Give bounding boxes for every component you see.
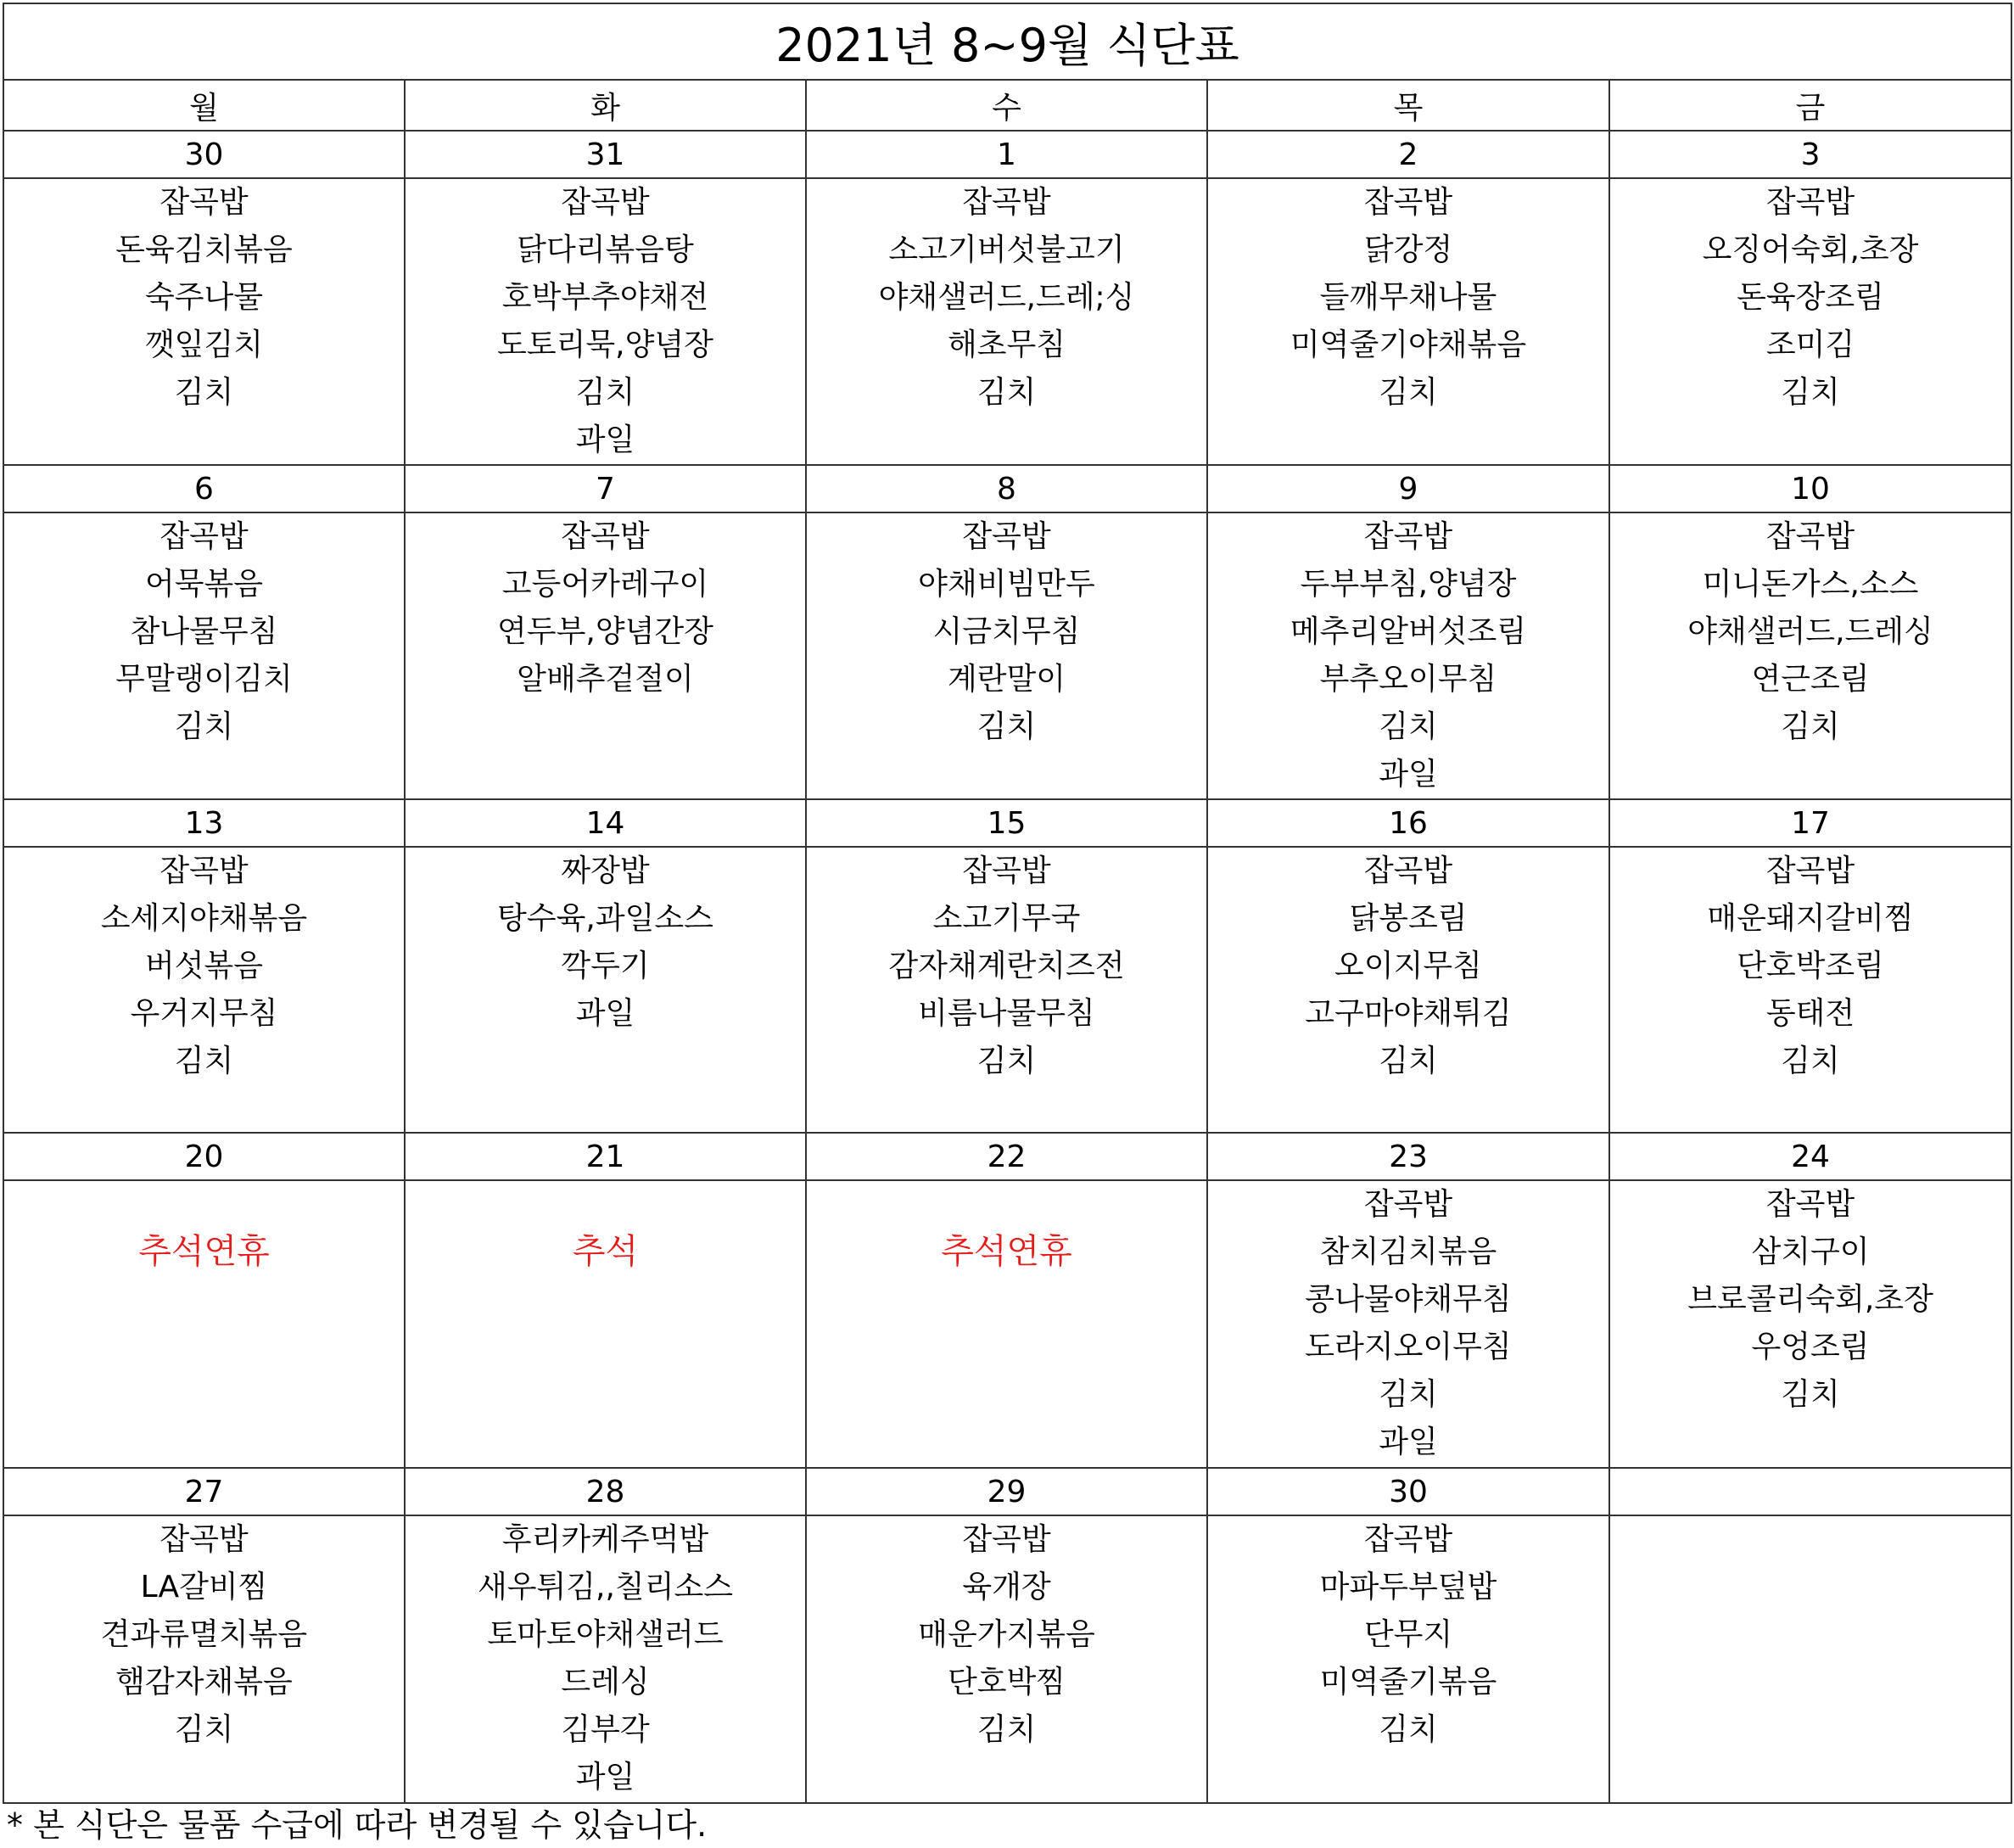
menu-item: 잡곡밥 [159, 519, 249, 554]
date-row [3, 465, 2011, 512]
menu-item: 과일 [575, 1760, 635, 1795]
menu-item: 야채비빔만두 [918, 567, 1095, 602]
date-cell: 23 [1207, 1133, 1609, 1180]
menu-cell [405, 1180, 806, 1468]
menu-cell [1609, 1180, 2011, 1468]
menu-item: 마파두부덮밥 [1319, 1570, 1497, 1604]
menu-row [3, 178, 2011, 465]
date-cell: 24 [1609, 1133, 2011, 1180]
menu-row [3, 512, 2011, 799]
menu-cell [3, 512, 405, 799]
weekday-mon: 월 [3, 80, 405, 131]
weekday-tue: 화 [405, 80, 806, 131]
menu-item: 김치 [1781, 375, 1840, 410]
menu-item: 잡곡밥 [1363, 854, 1453, 888]
weekday-thu: 목 [1207, 80, 1609, 131]
menu-item: 참치김치볶음 [1319, 1235, 1497, 1269]
menu-item: 도라지오이무침 [1305, 1330, 1512, 1364]
menu-item: 단무지 [1363, 1617, 1453, 1652]
menu-row [3, 1515, 2011, 1803]
menu-item: 시금치무침 [932, 614, 1081, 649]
menu-item: 잡곡밥 [1765, 1187, 1855, 1222]
date-cell: 20 [3, 1133, 405, 1180]
menu-cell [1207, 178, 1609, 465]
menu-item: 닭강정 [1363, 232, 1453, 267]
menu-item: 부추오이무침 [1319, 662, 1497, 697]
menu-item: 김치 [174, 1044, 234, 1078]
menu-item: 새우튀김,,칠리소스 [477, 1570, 734, 1604]
menu-item: LA갈비찜 [140, 1570, 268, 1604]
menu-item: 김치 [976, 375, 1037, 410]
menu-item: 도토리묵,양념장 [497, 328, 713, 362]
menu-cell [405, 847, 806, 1133]
menu-item: 육개장 [962, 1570, 1051, 1604]
date-cell: 30 [1207, 1468, 1609, 1515]
menu-cell [1207, 847, 1609, 1133]
menu-item: 깻잎김치 [144, 328, 264, 362]
menu-item: 고구마야채튀김 [1305, 996, 1512, 1031]
menu-cell [1609, 512, 2011, 799]
date-cell: 14 [405, 799, 806, 847]
menu-item: 우엉조림 [1751, 1330, 1870, 1364]
menu-item: 토마토야채샐러드 [487, 1617, 724, 1652]
menu-item: 과일 [575, 996, 635, 1031]
date-cell: 28 [405, 1468, 806, 1515]
menu-item: 소고기무국 [932, 901, 1081, 936]
menu-item: 알배추겉절이 [517, 662, 694, 697]
menu-cell [3, 1180, 405, 1468]
menu-item: 잡곡밥 [159, 854, 249, 888]
menu-cell [3, 1515, 405, 1803]
menu-item: 야채샐러드,드레;싱 [878, 280, 1135, 315]
menu-cell [1609, 178, 2011, 465]
menu-cell [806, 1515, 1207, 1803]
date-cell [1609, 1468, 2011, 1515]
menu-item: 매운가지볶음 [918, 1617, 1095, 1652]
menu-item: 잡곡밥 [1363, 185, 1453, 220]
date-cell: 6 [3, 465, 405, 512]
date-cell: 9 [1207, 465, 1609, 512]
menu-item: 깍두기 [561, 949, 650, 983]
menu-cell [3, 847, 405, 1133]
menu-item: 김치 [976, 709, 1037, 744]
menu-item: 잡곡밥 [1363, 1187, 1453, 1222]
weekday-wed: 수 [806, 80, 1207, 131]
date-cell: 27 [3, 1468, 405, 1515]
menu-item: 참나물무침 [130, 614, 278, 649]
menu-item: 김치 [174, 709, 234, 744]
date-row [3, 799, 2011, 847]
holiday-label: 추석연휴 [138, 1232, 270, 1271]
menu-item: 미역줄기볶음 [1319, 1665, 1497, 1700]
date-cell: 31 [405, 131, 806, 178]
menu-item: 돈육장조림 [1737, 280, 1884, 315]
menu-item: 브로콜리숙회,초장 [1687, 1282, 1933, 1317]
menu-item: 견과류멸치볶음 [100, 1617, 308, 1652]
date-cell: 29 [806, 1468, 1207, 1515]
menu-row [3, 1180, 2011, 1468]
weekday-fri: 금 [1609, 80, 2011, 131]
menu-item: 과일 [1379, 1425, 1438, 1459]
menu-item: 들깨무채나물 [1319, 280, 1497, 315]
menu-item: 연두부,양념간장 [497, 614, 713, 649]
menu-sheet [3, 3, 2011, 1804]
menu-item: 김치 [1379, 1044, 1438, 1078]
menu-cell [1609, 1515, 2011, 1803]
menu-item: 김치 [1379, 375, 1438, 410]
menu-item: 김치 [976, 1044, 1037, 1078]
menu-cell [806, 1180, 1207, 1468]
menu-item: 김부각 [561, 1712, 650, 1747]
menu-item: 잡곡밥 [561, 519, 650, 554]
menu-cell [405, 1515, 806, 1803]
date-cell: 1 [806, 131, 1207, 178]
menu-item: 김치 [1781, 1377, 1840, 1412]
holiday-label: 추석연휴 [941, 1232, 1072, 1271]
menu-item: 햄감자채볶음 [115, 1665, 293, 1700]
date-cell: 3 [1609, 131, 2011, 178]
date-cell: 15 [806, 799, 1207, 847]
menu-item: 두부부침,양념장 [1300, 567, 1517, 602]
menu-item: 닭다리볶음탕 [517, 232, 694, 267]
date-cell: 2 [1207, 131, 1609, 178]
menu-item: 김치 [976, 1712, 1037, 1747]
menu-item: 무말랭이김치 [115, 662, 293, 697]
date-cell: 21 [405, 1133, 806, 1180]
date-cell: 30 [3, 131, 405, 178]
menu-item: 닭봉조림 [1349, 901, 1468, 936]
menu-item: 고등어카레구이 [501, 567, 709, 602]
menu-item: 우거지무침 [130, 996, 278, 1031]
date-row [3, 1133, 2011, 1180]
menu-cell [806, 178, 1207, 465]
menu-item: 숙주나물 [144, 280, 264, 315]
menu-item: 동태전 [1765, 996, 1855, 1031]
date-cell: 16 [1207, 799, 1609, 847]
menu-cell [1207, 1515, 1609, 1803]
menu-cell [806, 512, 1207, 799]
menu-cell [3, 178, 405, 465]
menu-item: 오이지무침 [1334, 949, 1482, 983]
menu-item: 과일 [1379, 757, 1438, 792]
menu-item: 해초무침 [947, 328, 1066, 362]
date-cell: 7 [405, 465, 806, 512]
menu-item: 잡곡밥 [962, 854, 1051, 888]
menu-item: 버섯볶음 [144, 949, 264, 983]
menu-item: 야채샐러드,드레싱 [1687, 614, 1933, 649]
menu-item: 김치 [1379, 1712, 1438, 1747]
menu-item: 삼치구이 [1751, 1235, 1870, 1269]
menu-item: 미역줄기야채볶음 [1290, 328, 1527, 362]
menu-item: 비름나물무침 [918, 996, 1095, 1031]
menu-item: 콩나물야채무침 [1305, 1282, 1512, 1317]
footnote: * 본 식단은 물품 수급에 따라 변경될 수 있습니다. [7, 1806, 708, 1844]
menu-item: 후리카케주먹밥 [501, 1522, 709, 1557]
menu-item: 김치 [1379, 1377, 1438, 1412]
menu-cell [405, 178, 806, 465]
date-cell: 22 [806, 1133, 1207, 1180]
menu-item: 잡곡밥 [962, 185, 1051, 220]
menu-item: 조미김 [1765, 328, 1855, 362]
menu-item: 잡곡밥 [159, 185, 249, 220]
holiday-label: 추석 [572, 1232, 639, 1271]
menu-item: 드레싱 [561, 1665, 650, 1700]
menu-item: 감자채계란치즈전 [888, 949, 1125, 983]
menu-item: 김치 [575, 375, 635, 410]
menu-item: 김치 [1781, 1044, 1840, 1078]
menu-item: 탕수육,과일소스 [497, 901, 713, 936]
menu-item: 짜장밥 [561, 854, 650, 888]
menu-row [3, 847, 2011, 1133]
date-cell: 10 [1609, 465, 2011, 512]
menu-item: 김치 [174, 1712, 234, 1747]
menu-item: 잡곡밥 [962, 519, 1051, 554]
menu-cell [405, 512, 806, 799]
menu-item: 잡곡밥 [159, 1522, 249, 1557]
menu-item: 계란말이 [947, 662, 1066, 697]
menu-item: 과일 [575, 423, 635, 457]
menu-item: 소고기버섯불고기 [888, 232, 1125, 267]
date-row [3, 1468, 2011, 1515]
menu-item: 잡곡밥 [1363, 1522, 1453, 1557]
menu-item: 잡곡밥 [962, 1522, 1051, 1557]
menu-item: 메추리알버섯조림 [1290, 614, 1527, 649]
date-cell: 17 [1609, 799, 2011, 847]
menu-item: 미니돈가스,소스 [1702, 567, 1919, 602]
date-cell: 8 [806, 465, 1207, 512]
menu-item: 잡곡밥 [1363, 519, 1453, 554]
menu-item: 단호박조림 [1737, 949, 1884, 983]
menu-item: 김치 [1781, 709, 1840, 744]
menu-item: 단호박찜 [947, 1665, 1066, 1700]
menu-item: 오징어숙회,초장 [1702, 232, 1919, 267]
menu-item: 김치 [1379, 709, 1438, 744]
menu-item: 매운돼지갈비찜 [1707, 901, 1914, 936]
menu-cell [1609, 847, 2011, 1133]
menu-item: 돈육김치볶음 [115, 232, 293, 267]
menu-table [3, 3, 2012, 1804]
date-cell: 13 [3, 799, 405, 847]
weekday-header-row [3, 80, 2011, 131]
menu-item: 어묵볶음 [144, 567, 264, 602]
menu-cell [1207, 1180, 1609, 1468]
menu-item: 잡곡밥 [1765, 185, 1855, 220]
menu-item: 호박부추야채전 [501, 280, 709, 315]
menu-cell [806, 847, 1207, 1133]
menu-item: 소세지야채볶음 [100, 901, 308, 936]
menu-item: 잡곡밥 [1765, 854, 1855, 888]
menu-cell [1207, 512, 1609, 799]
page-title: 2021년 8~9월 식단표 [3, 3, 2011, 80]
menu-item: 잡곡밥 [561, 185, 650, 220]
menu-item: 잡곡밥 [1765, 519, 1855, 554]
menu-item: 김치 [174, 375, 234, 410]
menu-item: 연근조림 [1751, 662, 1870, 697]
date-row [3, 131, 2011, 178]
